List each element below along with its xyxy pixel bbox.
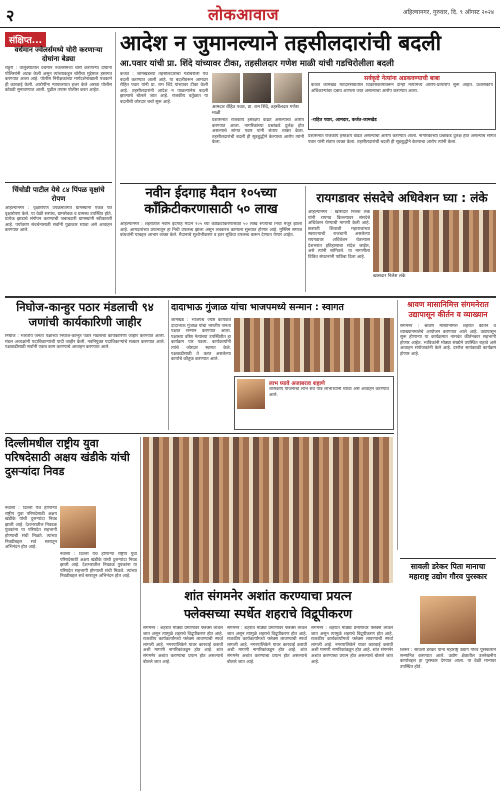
flex-body-3: संगमनेर : शहरात मोठ्या प्रमाणावर फ्लेक्स लावले जात असून त्यामुळे शहराचे विद्रूपीकरण होत आहे. राजकीय कार्यकर्त्यांमध्ये फ्लेक्स लावण्याची स्पर्धा लागली आहे. नगरपालिकेने यावर कारवाई करावी अशी मागणी नागरिकांकडून होत आहे. शांत संगमनेर अशांत करण्याचा प्रयत्न होत असल्याचे बोलले जात आहे. (311, 626, 393, 665)
column-rule (115, 32, 116, 294)
maidan-body: अहिल्यानगर : शहरातील नवीन ईदगाह मैदान १०५ च्या कॉंक्रिटीकरणासाठी ५० लाख रुपयांचा निधी मंजूर झाला आहे. आमदारांच्या प्रयत्नातून हा निधी उपलब्ध झाला असून लवकरच कामाला सुरुवात होणार आहे. मुस्लिम समाज बांधवांनी याबद्दल आभार व्यक्त केले. मैदानाचे सुशोभीकरण व इतर सुविधा उपलब्ध करून देण्यात येणार आहेत. (120, 222, 302, 239)
savali-headline[interactable]: सावली डरेकर पिता मानाचा महाराष्ट्र उद्योग गौरव पुरस्कार (408, 562, 487, 581)
dadabhau-body: जामखेड : भाजपचे ज्येष्ठ कार्यकर्ते दादाभाऊ गुंजाळ यांचा भारतीय जनता पक्षात सन्मान करण्यात आला. पक्षाच्या वरिष्ठ नेत्यांच्या उपस्थितीत हा कार्यक्रम पार पडला. कार्यकर्त्यांनी त्यांचे जोरदार स्वागत केले. पक्षवाढीसाठी ते करत असलेल्या कार्याचे कौतुक करण्यात आले. (171, 318, 231, 363)
lead-headline[interactable]: आदेश न जुमानल्याने तहसीलदारांची बदली (120, 31, 442, 55)
nighoj-body: निघोज : भारतीय जनता पक्षाच्या निघोज-कान्हुर पठार मंडलाची कार्यकारिणी जाहीर करण्यात आली. मंडल अध्यक्षांनी पदाधिकाऱ्यांची यादी जाहीर केली. नवनियुक्त पदाधिकाऱ्यांचे सत्कार करण्यात आले. पक्षवाढीसाठी सर्वांनी एकत्र काम करण्याचे आवाहन करण्यात आले. (5, 334, 165, 351)
dadabhau-headline[interactable]: दादाभाऊ गुंजाळ यांचा भाजपमध्ये सन्मान : स्वागत (171, 302, 344, 313)
photo-caption: खासदार निलेश लंके (373, 274, 406, 279)
story-title[interactable]: वर्धमान ज्वेलर्समध्ये चोरी करणाऱ्या दोघांना बेड्या (14, 46, 103, 63)
savali-photo (420, 596, 476, 644)
divider (5, 433, 394, 434)
column-rule (305, 186, 306, 292)
divider (5, 182, 112, 183)
masthead-logo: लोकआवाज (208, 5, 280, 24)
delhi-body-2: नेवासा : दिल्ली येथे होणाऱ्या राष्ट्रीय युवा परिषदेसाठी अक्षय खंडीके यांची दुसऱ्यांदा निवड झाली आहे. देशभरातील निवडक युवकांना या परिषदेत सहभागी होण्याची संधी मिळते. त्यांच्या निवडीबद्दल सर्व स्तरातून अभिनंदन होत आहे. (60, 552, 137, 580)
lead-photo-2 (243, 73, 271, 103)
divider (400, 558, 496, 559)
section-tag: संक्षिप्त... (5, 32, 46, 47)
flex-body: संगमनेर : शहरात मोठ्या प्रमाणावर फ्लेक्स लावले जात असून त्यामुळे शहराचे विद्रूपीकरण होत आहे. राजकीय कार्यकर्त्यांमध्ये फ्लेक्स लावण्याची स्पर्धा लागली आहे. नगरपालिकेने यावर कारवाई करावी अशी मागणी नागरिकांकडून होत आहे. शांत संगमनेर अशांत करण्याचा प्रयत्न होत असल्याचे बोलले जात आहे. (143, 626, 223, 665)
flex-photo (143, 437, 393, 583)
lead-body-2: प्रशासनात राजकीय हस्तक्षेप वाढत असल्याचा आरोप करण्यात आला. नागरिकांच्या प्रश्नांकडे दुर्लक्ष होत असल्याचे सांगत पवार यांनी संताप व्यक्त केला. तहसीलदारांची बदली ही सूडबुद्धीने केल्याचा आरोप त्यांनी केला. (212, 118, 304, 146)
lead-photo-3 (274, 73, 302, 103)
delhi-body: नेवासा : दिल्ली येथे होणाऱ्या राष्ट्रीय युवा परिषदेसाठी अक्षय खंडीके यांची दुसऱ्यांदा निवड झाली आहे. देशभरातील निवडक युवकांना या परिषदेत सहभागी होण्याची संधी मिळते. त्यांच्या निवडीबद्दल सर्व स्तरातून अभिनंदन होत आहे. (5, 506, 57, 551)
parliament-headline[interactable]: रायगडावर संसदेचे अधिवेशन घ्या : लंके (316, 191, 488, 205)
column-rule (140, 437, 141, 791)
story-title[interactable]: चिंचोडी पाटील येथे ८४ पिंपळ वृक्षांचे रोपण (12, 186, 105, 203)
dadabhau-photo (234, 318, 394, 372)
dadabhau-inset (234, 376, 394, 430)
nighoj-headline[interactable]: निघोज-कान्हुर पठार मंडलाची ९४ जणांची कार्यकारिणी जाहीर (16, 300, 154, 329)
lead-body: कर्जत : जामखेडच्या तहसीलदारांची गडचिरोली येथे बदली करण्यात आली आहे. या बदलीवरून आमदार रोहित पवार यांनी प्रा. राम शिंदे यांच्यावर टीका केली आहे. तहसीलदारांनी आदेश न पाळल्यानेच बदली झाल्याचे बोलले जात आहे. राजकीय वर्तुळात या बदलीची जोरदार चर्चा सुरू आहे. (120, 72, 208, 105)
story-body: राहुरी : तालुक्यातील वर्धमान ज्वेलर्समध्ये चोरी करणाऱ्या दोघांना पोलिसांनी अटक केली असून त्यांच्याकडून चोरीचा मुद्देमाल हस्तगत करण्यात आला आहे. पोलीस निरीक्षकांच्या मार्गदर्शनाखाली पथकाने ही कारवाई केली. आरोपींना न्यायालयात हजर केले असता पोलीस कोठडी सुनावण्यात आली. पुढील तपास पोलीस करत आहेत. (5, 66, 112, 94)
column-rule (168, 300, 169, 430)
lead-subhead: आ.पवार यांची प्रा. शिंदे यांच्यावर टीका, तहसीलदार गणेश माळी यांची गडचिरोलीला बदली (120, 58, 394, 68)
dateline: अहिल्यानगर, गुरुवार, दि. ९ ऑगस्ट २०२४ (402, 9, 494, 16)
lead-sidebox (308, 72, 496, 130)
sidebox-title: सर्वकृष्टे नेत्यांना अडकवण्याची बाबा (364, 75, 440, 82)
maidan-headline[interactable]: नवीन ईदगाह मैदान १०५च्या कॉंक्रिटीकरणासाठी ५० लाख (144, 186, 278, 217)
inset-title: लाभ घ्यावे अजाबराव शहाणे (269, 381, 325, 387)
delhi-headline[interactable]: दिल्लीमधील राष्ट्रीय युवा परिषदेसाठी अक्षय खंडीके यांची दुसऱ्यांदा निवड (5, 437, 130, 478)
flex-headline[interactable]: शांत संगमनेर अशांत करण्याचा प्रयत्न (184, 588, 352, 603)
inset-photo (237, 379, 265, 409)
left-column (5, 32, 112, 294)
shravan-headline[interactable]: श्रावण मासानिमित्त संगमनेरात उद्यापासून कीर्तन व व्याख्यान (407, 300, 489, 319)
lead-photo-1 (212, 73, 240, 103)
shravan-body: संगमनेर : श्रावण मासानिमित्त शहरात कीर्तन व व्याख्यानमालेचे आयोजन करण्यात आले आहे. उद्यापासून सुरू होणाऱ्या या कार्यक्रमात नामवंत कीर्तनकार सहभागी होणार आहेत. भाविकांनी मोठ्या संख्येने उपस्थित राहावे असे आवाहन संयोजकांनी केले आहे. दररोज सायंकाळी कार्यक्रम होणार आहे. (400, 324, 496, 357)
page-number: २ (6, 6, 15, 25)
parliament-body: अहिल्यानगर : खासदार निलेश लंके यांनी रायगड किल्ल्यावर संसदेचे अधिवेशन घेण्याची मागणी केली आहे. छत्रपती शिवाजी महाराजांच्या स्वराज्याची राजधानी असलेल्या रायगडावर अधिवेशन घेतल्यास देशभरात इतिहासाचा संदेश जाईल, असे त्यांनी सांगितले. या मागणीला विविध संघटनांनी पाठिंबा दिला आहे. (308, 210, 370, 260)
story-body: अहिल्यानगर : वृक्षारोपण उपक्रमांतर्गत ग्रामस्थांनी एकत्र येत वृक्षारोपण केले. या वेळी सरपंच, ग्रामसेवक व ग्रामस्थ उपस्थित होते. प्रत्येक झाडाचे संगोपन करण्याची जबाबदारी ग्रामस्थांनी स्वीकारली आहे. पर्यावरण संवर्धनासाठी सर्वांनी पुढाकार घ्यावा असे आवाहन करण्यात आले. (5, 206, 112, 234)
flex-body-2: संगमनेर : शहरात मोठ्या प्रमाणावर फ्लेक्स लावले जात असून त्यामुळे शहराचे विद्रूपीकरण होत आहे. राजकीय कार्यकर्त्यांमध्ये फ्लेक्स लावण्याची स्पर्धा लागली आहे. नगरपालिकेने यावर कारवाई करावी अशी मागणी नागरिकांकडून होत आहे. शांत संगमनेर अशांत करण्याचा प्रयत्न होत असल्याचे बोलले जात आहे. (227, 626, 307, 665)
flex-subhead: फ्लेक्सच्या स्पर्धेत शहराचे विद्रूपीकरण (183, 606, 353, 621)
column-rule (397, 300, 398, 550)
inset-body: शासकीय योजनांचा लाभ सर्व पात्र लाभार्थ्यांनी घ्यावा असे आवाहन करण्यात आले. (269, 387, 389, 398)
divider (120, 183, 496, 184)
delhi-photo (60, 506, 96, 548)
sidebox-body: कर्जत जामखेड मतदारसंघातील विकासकामांवरून दोन्ही नेत्यांमध्ये आरोप-प्रत्यारोप सुरू आहेत. प्रशासकीय अधिकाऱ्यांवर दबाव आणला जात असल्याचा आरोप करण्यात आला. (311, 83, 493, 94)
savali-body: शिरूर : सावली डरेकर यांना महाराष्ट्र उद्योग गौरव पुरस्काराने सन्मानित करण्यात आले. उद्योग क्षेत्रातील उल्लेखनीय कार्याबद्दल हा पुरस्कार देण्यात आला. या वेळी मान्यवर उपस्थित होते. (400, 648, 496, 670)
lead-body-3: प्रशासनात राजकीय हस्तक्षेप वाढत असल्याचा आरोप करण्यात आला. नागरिकांच्या प्रश्नांकडे दुर्लक्ष होत असल्याचे सांगत पवार यांनी संताप व्यक्त केला. तहसीलदारांची बदली ही सूडबुद्धीने केल्याचा आरोप त्यांनी केला. (308, 134, 496, 145)
parliament-photo (373, 210, 496, 272)
sidebox-signature: -राहित पवार, आमदार, कर्जत-जामखेड (311, 118, 377, 123)
divider (5, 296, 496, 298)
photo-caption: आमदार रोहित पवार, प्रा. राम शिंदे, तहसीलदार गणेश माळी (212, 105, 299, 116)
page-header (0, 0, 500, 28)
